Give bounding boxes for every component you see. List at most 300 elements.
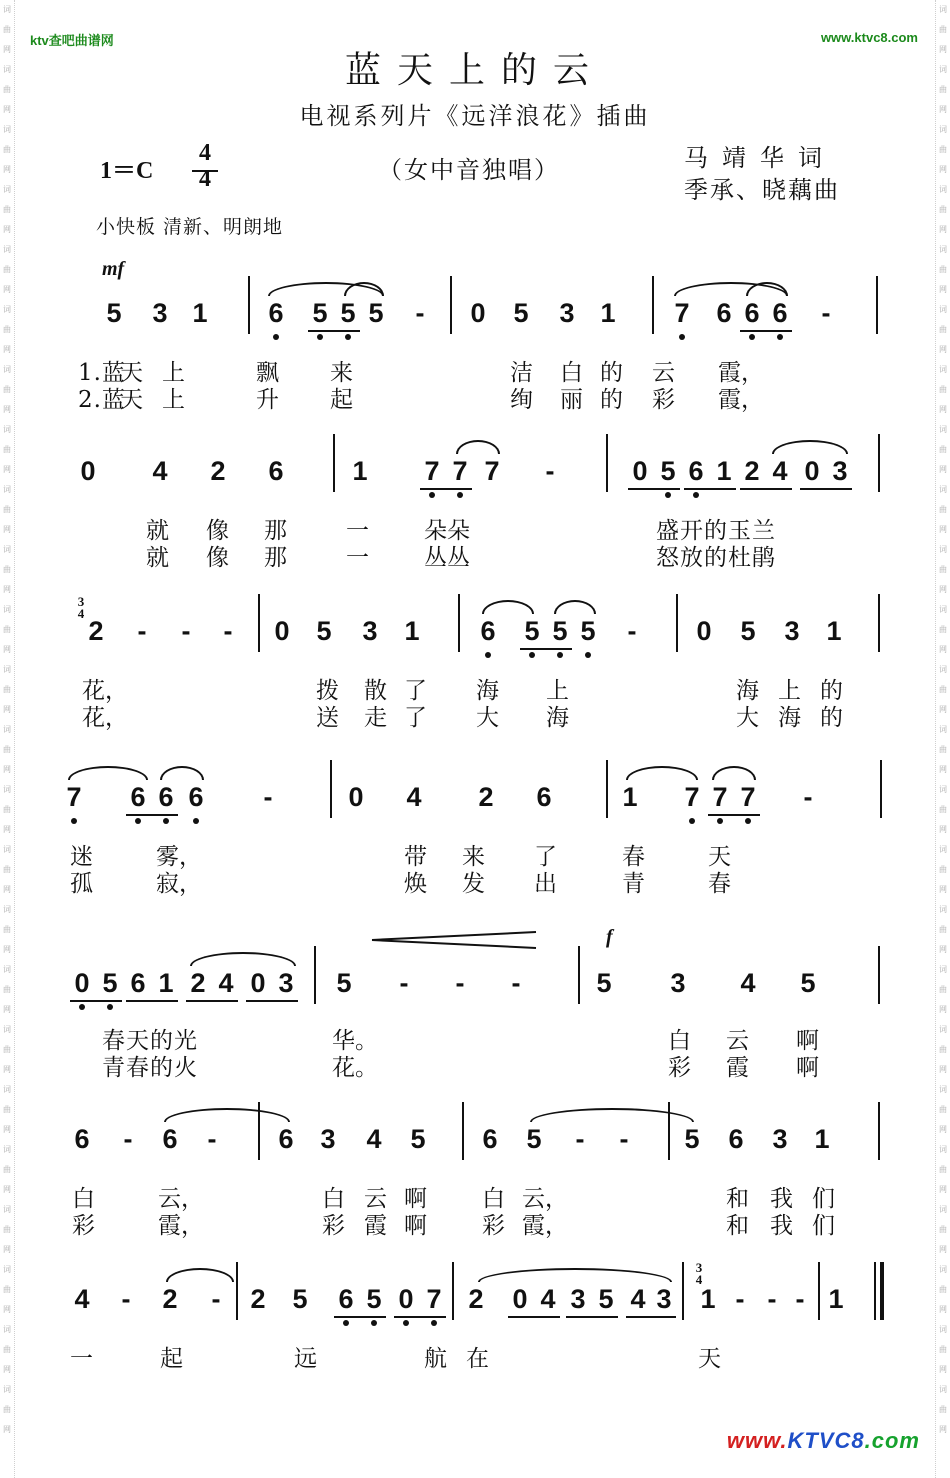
lyric-verse1: 白 <box>668 1028 691 1054</box>
side-watermark-char: 曲 <box>3 865 11 874</box>
side-watermark-char: 网 <box>939 105 947 114</box>
barline <box>606 760 608 818</box>
side-watermark-char: 曲 <box>3 445 11 454</box>
note: 5 <box>368 298 384 328</box>
note: 2 <box>162 1284 178 1314</box>
watermark-bottom-right <box>727 1428 920 1454</box>
note: 3 <box>320 1124 336 1154</box>
barline <box>236 1262 238 1320</box>
lyric-verse1: 白 <box>72 1186 95 1212</box>
beam-underline <box>740 330 792 332</box>
note: 3 <box>772 1124 788 1154</box>
note: 5 <box>598 1284 614 1314</box>
watermark-part-a: www. <box>726 1428 788 1453</box>
side-watermark-char: 曲 <box>939 805 947 814</box>
note: 6 <box>728 1124 744 1154</box>
note: 1 <box>716 456 732 486</box>
note: 7 <box>740 782 756 812</box>
side-watermark-char: 词 <box>939 665 947 674</box>
note: 6 <box>744 298 760 328</box>
lyric-verse1: 的 <box>820 678 843 704</box>
key-signature: 1＝C <box>100 158 154 184</box>
note: 0 <box>250 968 266 998</box>
note: 6 <box>278 1124 294 1154</box>
beam-underline <box>334 1316 386 1318</box>
side-watermark-char: 网 <box>3 1125 11 1134</box>
side-watermark-char: 曲 <box>939 445 947 454</box>
note: 1 <box>352 456 368 486</box>
side-watermark-char: 网 <box>939 165 947 174</box>
side-watermark-char: 网 <box>3 345 11 354</box>
side-watermark-char: 词 <box>3 1205 11 1214</box>
slur <box>626 766 698 780</box>
note: 5 <box>552 616 568 646</box>
barline <box>668 1102 670 1160</box>
lyric-verse1: 朵朵 <box>424 518 470 544</box>
side-watermark-char: 曲 <box>3 325 11 334</box>
lyric-verse2: 花。 <box>332 1055 378 1081</box>
lyric-verse2: 升 <box>256 387 279 413</box>
low-octave-dot <box>665 492 671 498</box>
note: 2 <box>468 1284 484 1314</box>
lyric-verse1: 就 <box>146 518 169 544</box>
lyric-verse1: 散 <box>364 678 387 704</box>
side-watermark-char: 网 <box>939 945 947 954</box>
low-octave-dot <box>79 1004 85 1010</box>
lyric-verse2: 怒放的杜鹃 <box>656 545 776 571</box>
barline <box>682 1262 684 1320</box>
side-watermark-char: 词 <box>939 965 947 974</box>
lyric-verse2: 了 <box>404 705 427 731</box>
side-watermark-char: 词 <box>3 1265 11 1274</box>
note: 6 <box>188 782 204 812</box>
low-octave-dot <box>485 652 491 658</box>
dash-extend: - <box>121 1284 131 1314</box>
lyric-verse1: 春 <box>622 844 645 870</box>
note: 4 <box>406 782 422 812</box>
lyric-verse1: 春天的光 <box>102 1028 198 1054</box>
side-watermark-char: 曲 <box>939 865 947 874</box>
lyric-verse1: 雾， <box>156 844 202 870</box>
note: 6 <box>74 1124 90 1154</box>
time-signature-bottom: 4 <box>199 166 211 192</box>
note: 7 <box>66 782 82 812</box>
barline <box>462 1102 464 1160</box>
side-watermark-char: 网 <box>939 225 947 234</box>
lyric-verse2: 起 <box>330 387 353 413</box>
song-subtitle: 电视系列片《远洋浪花》插曲 <box>299 102 651 130</box>
barline <box>880 760 882 818</box>
beam-underline <box>684 488 736 490</box>
side-watermark-char: 词 <box>939 65 947 74</box>
side-watermark-char: 网 <box>3 1245 11 1254</box>
side-watermark-char: 曲 <box>3 505 11 514</box>
note: 5 <box>660 456 676 486</box>
side-watermark-char: 曲 <box>939 1405 947 1414</box>
note: 5 <box>800 968 816 998</box>
note: 6 <box>268 298 284 328</box>
side-watermark-char: 曲 <box>939 925 947 934</box>
note: 5 <box>684 1124 700 1154</box>
note: 1 <box>158 968 174 998</box>
score-line <box>0 1124 950 1168</box>
low-octave-dot <box>777 334 783 340</box>
side-watermark-char: 词 <box>3 425 11 434</box>
slur <box>712 766 756 780</box>
lyric-verse2: 霞， <box>522 1213 568 1239</box>
side-watermark-char: 网 <box>3 705 11 714</box>
note: 0 <box>274 616 290 646</box>
note: 6 <box>772 298 788 328</box>
low-octave-dot <box>273 334 279 340</box>
side-watermark-char: 曲 <box>939 1225 947 1234</box>
side-watermark-char: 网 <box>939 1365 947 1374</box>
lyric-verse1: 来 <box>462 844 485 870</box>
note: 5 <box>580 616 596 646</box>
barline <box>606 434 608 492</box>
lyric-verse1: 云 <box>652 360 675 386</box>
beam-underline <box>740 488 792 490</box>
side-watermark-char: 曲 <box>939 565 947 574</box>
side-watermark-char: 网 <box>939 465 947 474</box>
slur <box>160 766 204 780</box>
side-watermark-char: 网 <box>939 405 947 414</box>
side-watermark-char: 词 <box>3 605 11 614</box>
performance-note: （女中音独唱） <box>378 156 560 184</box>
side-watermark-char: 词 <box>939 125 947 134</box>
lyric-verse1: 飘 <box>256 360 279 386</box>
note: 6 <box>130 968 146 998</box>
side-watermark-char: 网 <box>3 1365 11 1374</box>
note: 7 <box>674 298 690 328</box>
low-octave-dot <box>403 1320 409 1326</box>
dash-extend: - <box>803 782 813 812</box>
side-watermark-char: 网 <box>3 1065 11 1074</box>
watermark-top-left: ktv查吧曲谱网 <box>30 33 114 48</box>
side-watermark-char: 词 <box>3 1385 11 1394</box>
side-watermark-char: 网 <box>939 585 947 594</box>
note: 4 <box>772 456 788 486</box>
side-watermark-char: 曲 <box>939 1045 947 1054</box>
side-watermark-char: 曲 <box>939 505 947 514</box>
side-watermark-char: 词 <box>939 1385 947 1394</box>
note: 5 <box>366 1284 382 1314</box>
lyric-verse2: 霞 <box>364 1213 387 1239</box>
side-watermark-char: 词 <box>939 1325 947 1334</box>
note: 5 <box>526 1124 542 1154</box>
note: 5 <box>513 298 529 328</box>
side-watermark-char: 曲 <box>3 1405 11 1414</box>
lyric-verse2: 那 <box>264 545 287 571</box>
slur <box>478 1268 672 1282</box>
side-watermark-char: 词 <box>939 545 947 554</box>
side-watermark-char: 词 <box>939 1085 947 1094</box>
score-line <box>0 616 950 660</box>
note: 7 <box>712 782 728 812</box>
lyric-verse1: 天 <box>120 360 143 386</box>
lyric-verse2: 天 <box>120 387 143 413</box>
lyric-verse1: 那 <box>264 518 287 544</box>
lyric-verse2: 彩 <box>668 1055 691 1081</box>
lyric-verse2: 丽 <box>560 387 583 413</box>
watermark-part-c: .com <box>864 1428 920 1453</box>
beam-underline <box>186 1000 238 1002</box>
side-watermark-char: 网 <box>3 945 11 954</box>
side-watermark-char: 词 <box>3 125 11 134</box>
lyric-verse1: 我 <box>770 1186 793 1212</box>
side-watermark-char: 曲 <box>939 625 947 634</box>
dash-extend: - <box>415 298 425 328</box>
note: 0 <box>632 456 648 486</box>
side-watermark-char: 网 <box>939 285 947 294</box>
note: 6 <box>162 1124 178 1154</box>
dash-extend: - <box>223 616 233 646</box>
lyric-verse1: 拨 <box>316 678 339 704</box>
note: 0 <box>348 782 364 812</box>
barline <box>452 1262 454 1320</box>
left-watermark-strip <box>0 0 15 1478</box>
dash-extend: - <box>511 968 521 998</box>
lyric-verse2: 啊 <box>796 1055 819 1081</box>
side-watermark-char: 网 <box>3 825 11 834</box>
side-watermark-char: 词 <box>3 785 11 794</box>
barline <box>880 1262 884 1320</box>
side-watermark-char: 网 <box>3 1005 11 1014</box>
side-watermark-char: 曲 <box>3 805 11 814</box>
lyric-verse1: 花， <box>82 678 128 704</box>
lyric-verse1: 云， <box>522 1186 568 1212</box>
side-watermark-char: 曲 <box>3 145 11 154</box>
note: 3 <box>670 968 686 998</box>
dash-extend: - <box>575 1124 585 1154</box>
lyric-verse1: 云 <box>726 1028 749 1054</box>
slur <box>190 952 296 966</box>
lyric-verse2: 我 <box>770 1213 793 1239</box>
note: 2 <box>744 456 760 486</box>
side-watermark-char: 曲 <box>939 1345 947 1354</box>
note: 5 <box>316 616 332 646</box>
side-watermark-char: 词 <box>939 1025 947 1034</box>
lyric-verse1: 带 <box>404 844 427 870</box>
note: 6 <box>338 1284 354 1314</box>
note: 6 <box>482 1124 498 1154</box>
low-octave-dot <box>163 818 169 824</box>
lyric-verse1: 白 <box>560 360 583 386</box>
low-octave-dot <box>343 1320 349 1326</box>
side-watermark-char: 词 <box>3 965 11 974</box>
lyric-verse1: 上 <box>778 678 801 704</box>
note: 4 <box>540 1284 556 1314</box>
side-watermark-char: 词 <box>939 425 947 434</box>
side-watermark-char: 词 <box>939 785 947 794</box>
side-watermark-char: 曲 <box>3 265 11 274</box>
side-watermark-char: 曲 <box>939 205 947 214</box>
note: 6 <box>268 456 284 486</box>
side-watermark-char: 网 <box>3 525 11 534</box>
side-watermark-char: 词 <box>3 245 11 254</box>
side-watermark-char: 曲 <box>939 1105 947 1114</box>
barline <box>878 594 880 652</box>
lyric-verse2: 大 <box>736 705 759 731</box>
lyric-verse1: 海 <box>736 678 759 704</box>
beam-underline <box>566 1316 618 1318</box>
note: 1 <box>600 298 616 328</box>
lyric-verse2: 霞 <box>726 1055 749 1081</box>
note: 4 <box>152 456 168 486</box>
side-watermark-char: 曲 <box>3 985 11 994</box>
side-watermark-char: 曲 <box>3 205 11 214</box>
side-watermark-char: 网 <box>939 45 947 54</box>
beam-underline <box>420 488 472 490</box>
barline <box>450 276 452 334</box>
side-watermark-char: 词 <box>3 1085 11 1094</box>
note: 4 <box>74 1284 90 1314</box>
lyric-verse2: 像 <box>206 545 229 571</box>
side-watermark-char: 网 <box>939 1245 947 1254</box>
beam-underline <box>394 1316 446 1318</box>
lyric-verse2: 海 <box>778 705 801 731</box>
side-watermark-char: 网 <box>3 285 11 294</box>
side-watermark-char: 词 <box>3 185 11 194</box>
lyric-verse1: 上 <box>162 360 185 386</box>
song-title: 蓝天上的云 <box>344 50 605 91</box>
note: 5 <box>596 968 612 998</box>
lyric-verse2: 彩 <box>322 1213 345 1239</box>
lyric-verse2: 和 <box>726 1213 749 1239</box>
beam-underline <box>800 488 852 490</box>
note: 6 <box>716 298 732 328</box>
barline <box>314 946 316 1004</box>
side-watermark-char: 词 <box>939 725 947 734</box>
side-watermark-char: 曲 <box>3 85 11 94</box>
low-octave-dot <box>529 652 535 658</box>
side-watermark-char: 曲 <box>939 85 947 94</box>
score-line <box>0 782 950 826</box>
low-octave-dot <box>557 652 563 658</box>
note: 6 <box>130 782 146 812</box>
note: 1 <box>826 616 842 646</box>
note: 0 <box>696 616 712 646</box>
side-watermark-char: 词 <box>939 1205 947 1214</box>
barline <box>333 434 335 492</box>
lyric-verse1: 云 <box>364 1186 387 1212</box>
score-line <box>0 1284 950 1328</box>
crescendo-hairpin <box>370 930 540 950</box>
note: 6 <box>536 782 552 812</box>
beam-underline <box>628 488 680 490</box>
side-watermark-char: 曲 <box>3 1045 11 1054</box>
low-octave-dot <box>585 652 591 658</box>
dash-extend: - <box>211 1284 221 1314</box>
side-watermark-char: 词 <box>939 905 947 914</box>
lyric-verse1: 啊 <box>796 1028 819 1054</box>
lyricist-credit: 马靖华词 <box>684 144 836 172</box>
score-line <box>0 298 950 342</box>
lyric-verse1: 啊 <box>404 1186 427 1212</box>
lyric-verse1: 白 <box>482 1186 505 1212</box>
note: 5 <box>312 298 328 328</box>
side-watermark-char: 曲 <box>3 1285 11 1294</box>
note: 0 <box>512 1284 528 1314</box>
lyric-verse2: 的 <box>600 387 623 413</box>
note: 1 <box>700 1284 716 1314</box>
dash-extend: - <box>821 298 831 328</box>
lyric-verse2: 啊 <box>404 1213 427 1239</box>
side-watermark-char: 网 <box>939 1125 947 1134</box>
lyric-verse1: 盛开的玉兰 <box>656 518 776 544</box>
note: 0 <box>398 1284 414 1314</box>
side-watermark-char: 词 <box>3 65 11 74</box>
note: 6 <box>158 782 174 812</box>
note: 1 <box>814 1124 830 1154</box>
side-watermark-char: 词 <box>3 5 11 14</box>
beam-underline <box>626 1316 676 1318</box>
note: 6 <box>688 456 704 486</box>
side-watermark-char: 词 <box>3 1325 11 1334</box>
side-watermark-char: 曲 <box>939 745 947 754</box>
side-watermark-char: 网 <box>939 825 947 834</box>
side-watermark-char: 网 <box>3 465 11 474</box>
barline <box>878 434 880 492</box>
side-watermark-char: 曲 <box>939 985 947 994</box>
lyric-verse2: 春 <box>708 871 731 897</box>
lyric-verse2: 孤 <box>70 871 93 897</box>
lyric-verse2: 上 <box>162 387 185 413</box>
dash-extend: - <box>619 1124 629 1154</box>
lyric-verse1: 1.蓝 <box>78 360 126 386</box>
low-octave-dot <box>745 818 751 824</box>
barline <box>652 276 654 334</box>
note: 5 <box>292 1284 308 1314</box>
note: 4 <box>740 968 756 998</box>
barline <box>878 946 880 1004</box>
watermark-part-b: KTVC8 <box>787 1428 865 1453</box>
side-watermark-char: 曲 <box>939 25 947 34</box>
lyric-verse2: 焕 <box>404 871 427 897</box>
beam-underline <box>70 1000 122 1002</box>
low-octave-dot <box>317 334 323 340</box>
lyric-verse2: 送 <box>316 705 339 731</box>
note: 3 <box>362 616 378 646</box>
note: 7 <box>484 456 500 486</box>
lyric-verse2: 发 <box>462 871 485 897</box>
beam-underline <box>308 330 360 332</box>
side-watermark-char: 网 <box>939 1005 947 1014</box>
note: 3 <box>784 616 800 646</box>
beam-underline <box>246 1000 298 1002</box>
lyric-verse1: 了 <box>404 678 427 704</box>
time-signature-top: 4 <box>199 140 211 166</box>
barline <box>878 1102 880 1160</box>
side-watermark-char: 网 <box>939 765 947 774</box>
note: 7 <box>424 456 440 486</box>
low-octave-dot <box>693 492 699 498</box>
lyric-verse2: 一 <box>346 545 369 571</box>
dash-extend: - <box>767 1284 777 1314</box>
note: 1 <box>404 616 420 646</box>
note: 0 <box>804 456 820 486</box>
lyric-verse2: 青 <box>622 871 645 897</box>
side-watermark-char: 网 <box>939 705 947 714</box>
dash-extend: - <box>137 616 147 646</box>
side-watermark-char: 网 <box>939 345 947 354</box>
low-octave-dot <box>429 492 435 498</box>
lyric-verse1: 天 <box>708 844 731 870</box>
dash-extend: - <box>207 1124 217 1154</box>
dash-extend: - <box>627 616 637 646</box>
note: 5 <box>336 968 352 998</box>
barline <box>818 1262 820 1320</box>
